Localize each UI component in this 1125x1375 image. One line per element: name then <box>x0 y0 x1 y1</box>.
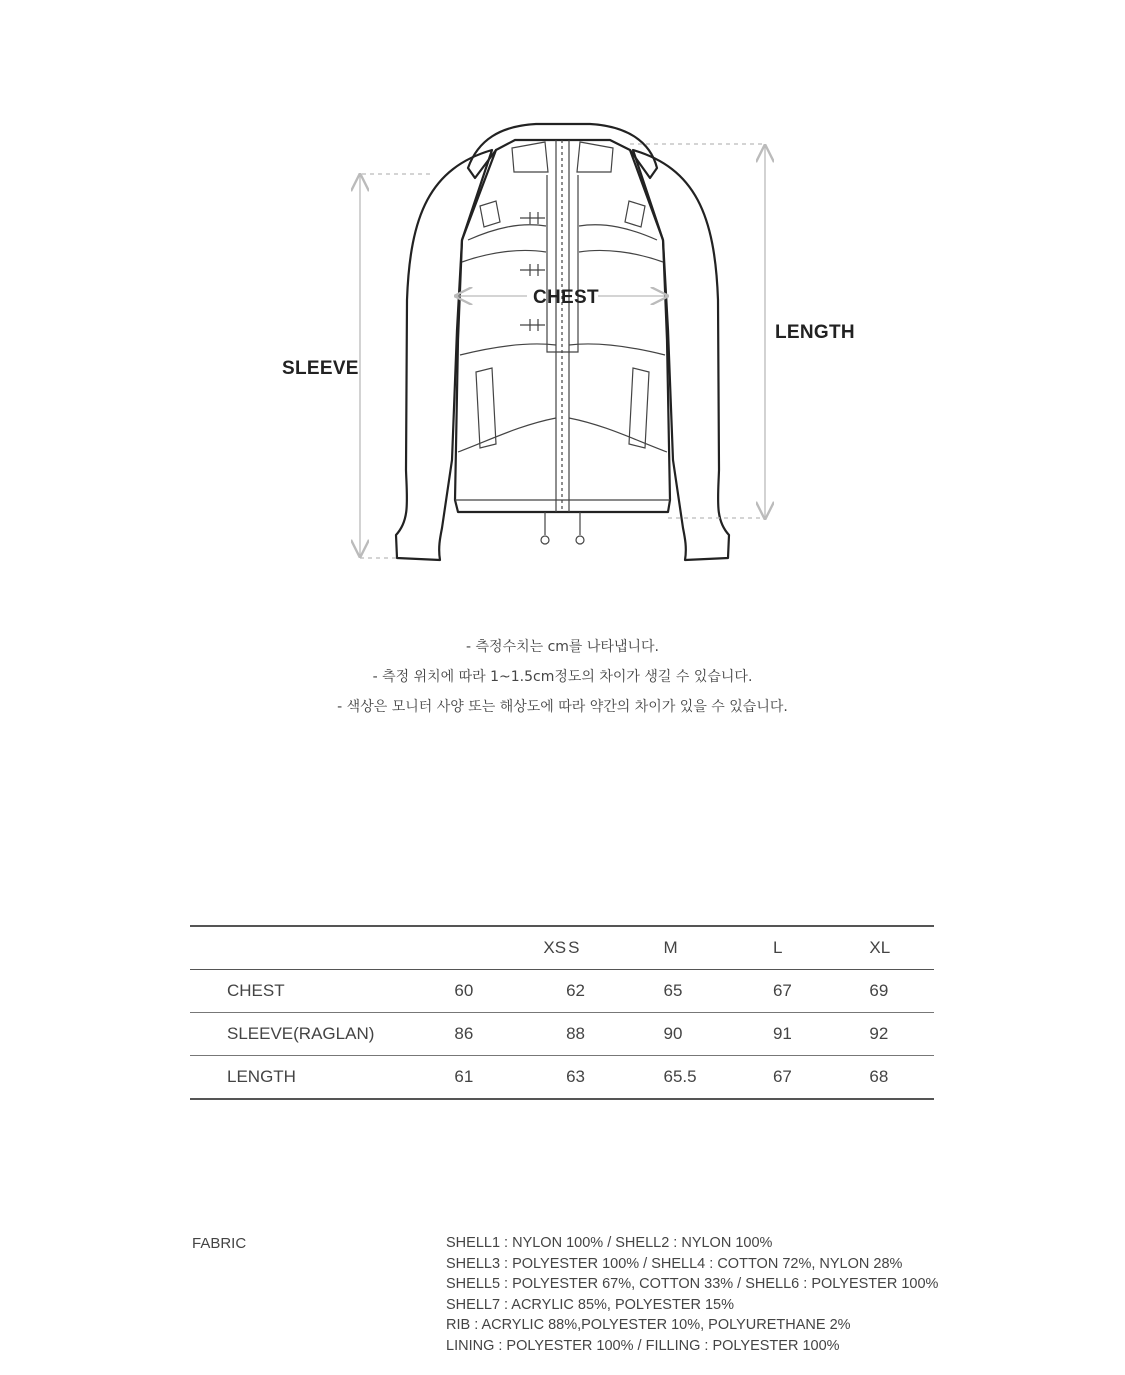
table-header-cell: XS <box>543 938 567 957</box>
fabric-line: RIB : ACRYLIC 88%,POLYESTER 10%, POLYURETHANE 2% <box>446 1317 851 1333</box>
table-row <box>190 1013 934 1056</box>
table-header-cell <box>190 926 454 970</box>
table-row <box>190 1056 934 1100</box>
table-header-row <box>190 926 934 970</box>
table-cell: 63 <box>566 1067 585 1086</box>
garment-diagram <box>0 0 1125 600</box>
right-sleeve <box>633 150 729 560</box>
fabric-line: SHELL3 : POLYESTER 100% / SHELL4 : COTTON 72%, NYLON 28% <box>446 1255 903 1272</box>
fabric-composition <box>446 1233 938 1356</box>
table-row <box>190 970 934 1013</box>
table-cell: 90 <box>663 1024 683 1043</box>
note-line: - 측정 위치에 따라 1~1.5cm정도의 차이가 생길 수 있습니다. <box>372 669 753 685</box>
note-line: - 색상은 모니터 사양 또는 해상도에 따라 약간의 차이가 있을 수 있습니다. <box>337 699 788 715</box>
fabric-line: SHELL1 : NYLON 100% / SHELL2 : NYLON 100% <box>446 1235 773 1251</box>
table-cell: 88 <box>566 1024 585 1043</box>
table-cell: 92 <box>869 1024 889 1043</box>
row-label: LENGTH <box>227 1067 296 1086</box>
note-line: - 측정수치는 cm를 나타냅니다. <box>466 639 659 655</box>
table-cell: 67 <box>772 1067 792 1086</box>
table-cell: 67 <box>772 981 792 1000</box>
table-cell: 65.5 <box>663 1067 697 1086</box>
length-label: LENGTH <box>775 322 855 343</box>
fabric-line: SHELL7 : ACRYLIC 85%, POLYESTER 15% <box>446 1296 734 1313</box>
hood-collar <box>468 124 657 178</box>
row-label: SLEEVE(RAGLAN) <box>227 1024 375 1043</box>
table-header-cell: XL <box>869 938 891 957</box>
fabric-line: LINING : POLYESTER 100% / FILLING : POLYESTER 100% <box>446 1337 840 1354</box>
left-sleeve <box>396 150 492 560</box>
measurement-notes <box>0 632 1125 722</box>
table-header-cell: M <box>663 938 678 957</box>
fabric-line: SHELL5 : POLYESTER 67%, COTTON 33% / SHELL6 : POLYESTER 100% <box>446 1276 939 1292</box>
table-cell: 68 <box>869 1067 889 1086</box>
size-table <box>190 925 934 1100</box>
chest-label: CHEST <box>533 287 599 308</box>
table-cell: 86 <box>454 1024 474 1043</box>
table-cell: 91 <box>772 1024 792 1043</box>
table-cell: 69 <box>869 981 889 1000</box>
table-cell: 61 <box>454 1067 474 1086</box>
table-header-cell: S <box>568 938 580 957</box>
table-cell: 60 <box>454 981 474 1000</box>
table-header-cell: L <box>772 938 783 957</box>
sleeve-label: SLEEVE <box>282 358 359 379</box>
row-label: CHEST <box>227 981 285 1000</box>
table-cell: 65 <box>663 981 683 1000</box>
fabric-label: FABRIC <box>192 1235 247 1252</box>
table-cell: 62 <box>566 981 585 1000</box>
